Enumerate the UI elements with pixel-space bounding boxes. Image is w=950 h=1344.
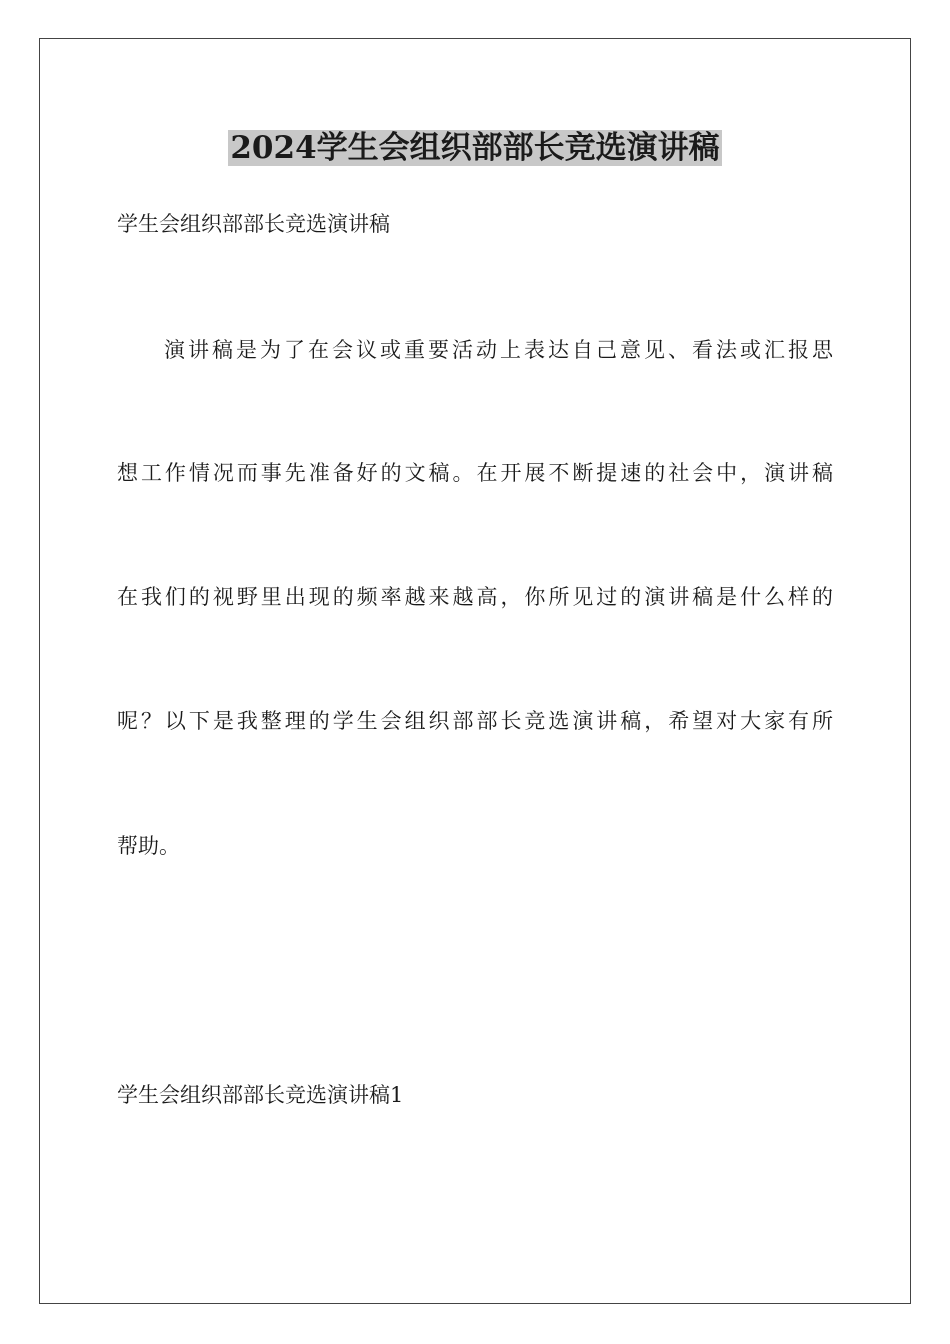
intro-paragraph-line: 想工作情况而事先准备好的文稿。在开展不断提速的社会中，演讲稿 bbox=[117, 461, 833, 485]
intro-paragraph-line: 在我们的视野里出现的频率越来越高，你所见过的演讲稿是什么样的 bbox=[117, 585, 833, 609]
intro-paragraph-line: 演讲稿是为了在会议或重要活动上表达自己意见、看法或汇报思 bbox=[164, 338, 833, 362]
document-title bbox=[0, 128, 950, 168]
intro-paragraph-line: 呢？以下是我整理的学生会组织部部长竞选演讲稿，希望对大家有所 bbox=[117, 709, 833, 733]
section-heading: 学生会组织部部长竞选演讲稿1 bbox=[117, 1083, 404, 1107]
intro-paragraph-line: 帮助。 bbox=[117, 834, 180, 858]
document-title-text: 2024学生会组织部部长竞选演讲稿 bbox=[230, 130, 720, 166]
document-subtitle: 学生会组织部部长竞选演讲稿 bbox=[117, 212, 390, 236]
